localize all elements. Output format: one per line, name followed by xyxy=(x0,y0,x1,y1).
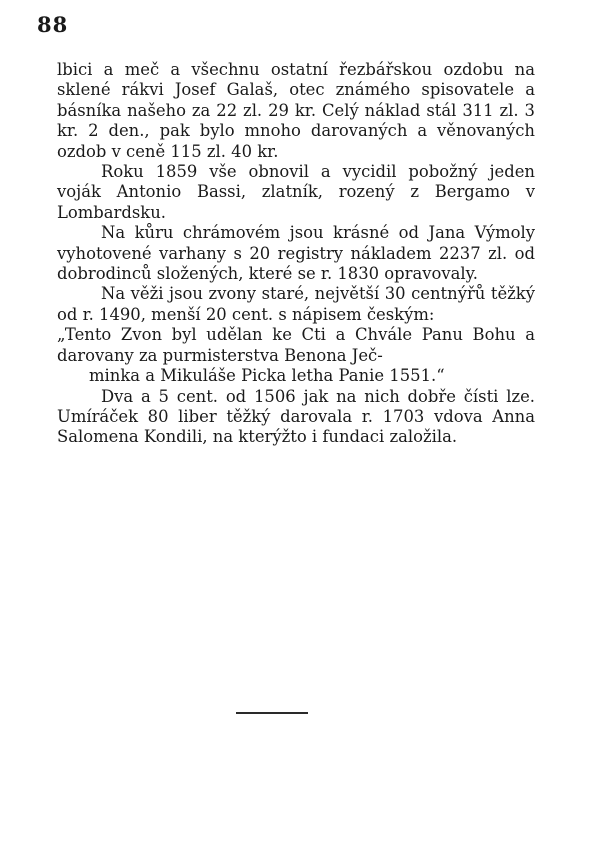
paragraph-restoration-1859: Roku 1859 vše obnovil a vycidil pobožný jeden voják Antonio Bassi, zlatník, rozený z Bergamo v Lombardsku. xyxy=(57,162,535,222)
end-ornament-rule xyxy=(236,712,308,714)
paragraph-small-bells: Dva a 5 cent. od 1506 jak na nich dobře čísti lze. Umíráček 80 liber těžký darovala r. 1703 vdova Anna Salomena Kondili, na kterýžto i fundaci založila. xyxy=(57,386,535,447)
paragraph-ornaments-cost: lbici a meč a všechnu ostatní řezbářskou ozdobu na sklené rákvi Josef Galaš, otec známého spisovatele a básníka našeho za 22 zl. 29 kr. Celý náklad stál 311 zl. 3 kr. 2 den., pak bylo mnoho darovaných a věnovaných ozdob v ceně 115 zl. 40 kr. xyxy=(57,60,535,161)
bell-inscription xyxy=(57,325,535,386)
paragraph-organ: Na kůru chrámovém jsou krásné od Jana Výmoly vyhotovené varhany s 20 registry nákladem 2237 zl. od dobrodinců složených, které se r. 1830 opravovaly. xyxy=(57,223,535,284)
paragraph-bells: Na věži jsou zvony staré, největší 30 centnýřů těžký od r. 1490, menší 20 cent. s nápisem českým: xyxy=(57,284,535,324)
bell-inscription-line-1: „Tento Zvon byl udělan ke Cti a Chvále Panu Bohu a darovany za purmisterstva Benona Ječ- xyxy=(57,325,535,365)
page-number: 88 xyxy=(37,12,69,37)
main-text xyxy=(57,60,535,448)
bell-inscription-line-2: minka a Mikuláše Picka letha Panie 1551.“ xyxy=(89,366,445,386)
